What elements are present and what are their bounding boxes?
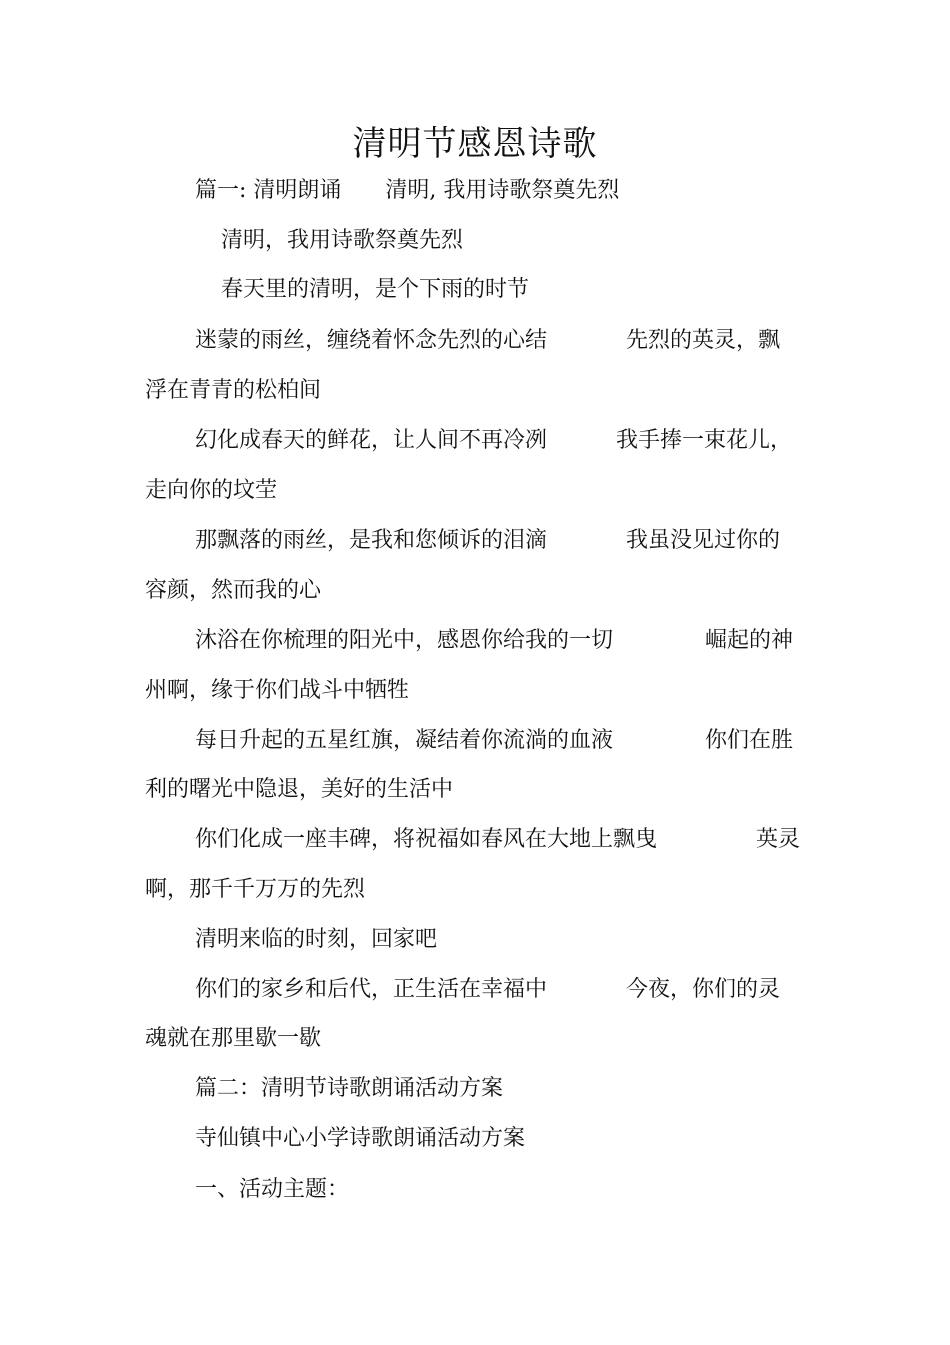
text-line: 春天里的清明，是个下雨的时节 [221, 277, 530, 302]
text-line: 你们化成一座丰碑，将祝福如春风在大地上飘曳 [195, 827, 658, 852]
text-line: 迷蒙的雨丝，缠绕着怀念先烈的心结 [195, 328, 548, 353]
text-line: 每日升起的五星红旗，凝结着你流淌的血液 [195, 728, 614, 753]
text-line: 浮在青青的松柏间 [145, 378, 322, 403]
text-line: 州啊，缘于你们战斗中牺牲 [145, 678, 410, 703]
text-line: 清明，我用诗歌祭奠先烈 [221, 228, 464, 253]
text-line: 清明来临的时刻，回家吧 [195, 927, 438, 952]
text-line: 啊，那千千万万的先烈 [145, 877, 366, 902]
text-line: 幻化成春天的鲜花，让人间不再冷冽 [195, 428, 548, 453]
text-line: 我手捧一束花儿， [616, 428, 793, 453]
activity-theme-heading: 一、活动主题： [195, 1177, 350, 1202]
text-line: 走向你的坟茔 [145, 478, 278, 503]
poem-heading-line [195, 176, 619, 206]
text-line: 我虽没见过你的 [626, 528, 781, 553]
text-line: 你们在胜 [705, 728, 794, 753]
text-line: 先烈的英灵，飘 [626, 328, 781, 353]
text-line: 魂就在那里歇一歇 [145, 1026, 322, 1051]
document-title: 清明节感恩诗歌 [352, 124, 598, 164]
text-line: 利的曙光中隐退，美好的生活中 [145, 777, 454, 802]
text-line: 今夜，你们的灵 [626, 977, 781, 1002]
text-line: 容颜，然而我的心 [145, 578, 322, 603]
text-line: 崛起的神 [705, 628, 794, 653]
plan-title: 寺仙镇中心小学诗歌朗诵活动方案 [195, 1126, 526, 1151]
text-line: 那飘落的雨丝，是我和您倾诉的泪滴 [195, 528, 548, 553]
poem-title-text: 清明, 我用诗歌祭奠先烈 [385, 178, 620, 203]
section-one-label: 篇一: 清明朗诵 [195, 178, 342, 203]
text-line: 英灵 [756, 827, 801, 852]
text-line: 你们的家乡和后代，正生活在幸福中 [195, 977, 548, 1002]
text-line: 沐浴在你梳理的阳光中，感恩你给我的一切 [195, 628, 614, 653]
section-two-heading: 篇二：清明节诗歌朗诵活动方案 [195, 1076, 504, 1101]
